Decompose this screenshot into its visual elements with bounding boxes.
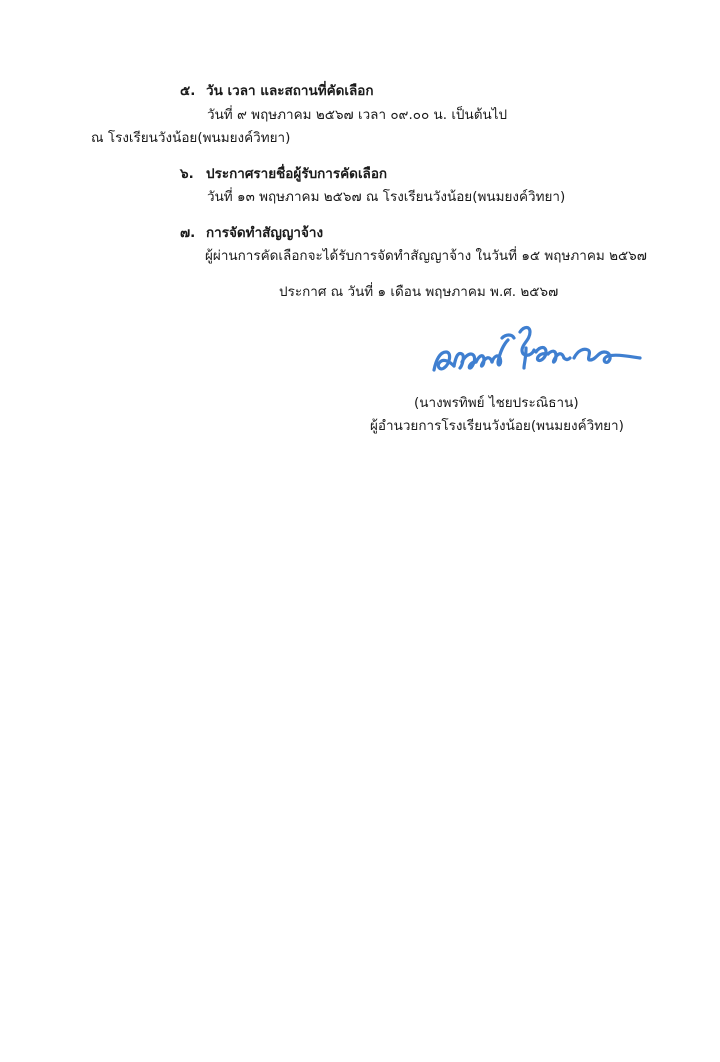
section-5-number: ๕. [180, 83, 196, 99]
section-5-heading [180, 81, 374, 101]
section-7-heading [180, 223, 323, 243]
signer-name: (นางพรทิพย์ ไชยประณิธาน) [414, 395, 579, 411]
section-6-number: ๖. [180, 166, 194, 182]
section-6-line-1: วันที่ ๑๓ พฤษภาคม ๒๕๖๗ ณ โรงเรียนวังน้อย(พนมยงค์วิทยา) [207, 189, 566, 205]
handwritten-signature [428, 322, 648, 384]
section-7-number: ๗. [180, 225, 196, 241]
section-5-line-2: ณ โรงเรียนวังน้อย(พนมยงค์วิทยา) [91, 130, 291, 146]
section-7-line-1: ผู้ผ่านการคัดเลือกจะได้รับการจัดทำสัญญาจ้าง ในวันที่ ๑๕ พฤษภาคม ๒๕๖๗ [205, 248, 647, 264]
section-5-line-1: วันที่ ๙ พฤษภาคม ๒๕๖๗ เวลา ๐๙.๐๐ น. เป็นต้นไป [207, 107, 508, 123]
section-6-heading [180, 164, 387, 184]
announcement-date: ประกาศ ณ วันที่ ๑ เดือน พฤษภาคม พ.ศ. ๒๕๖๗ [279, 284, 559, 300]
signer-position: ผู้อำนวยการโรงเรียนวังน้อย(พนมยงค์วิทยา) [370, 418, 624, 434]
section-5-title: วัน เวลา และสถานที่คัดเลือก [206, 83, 374, 99]
section-7-title: การจัดทำสัญญาจ้าง [206, 225, 324, 241]
section-6-title: ประกาศรายชื่อผู้รับการคัดเลือก [206, 166, 388, 182]
